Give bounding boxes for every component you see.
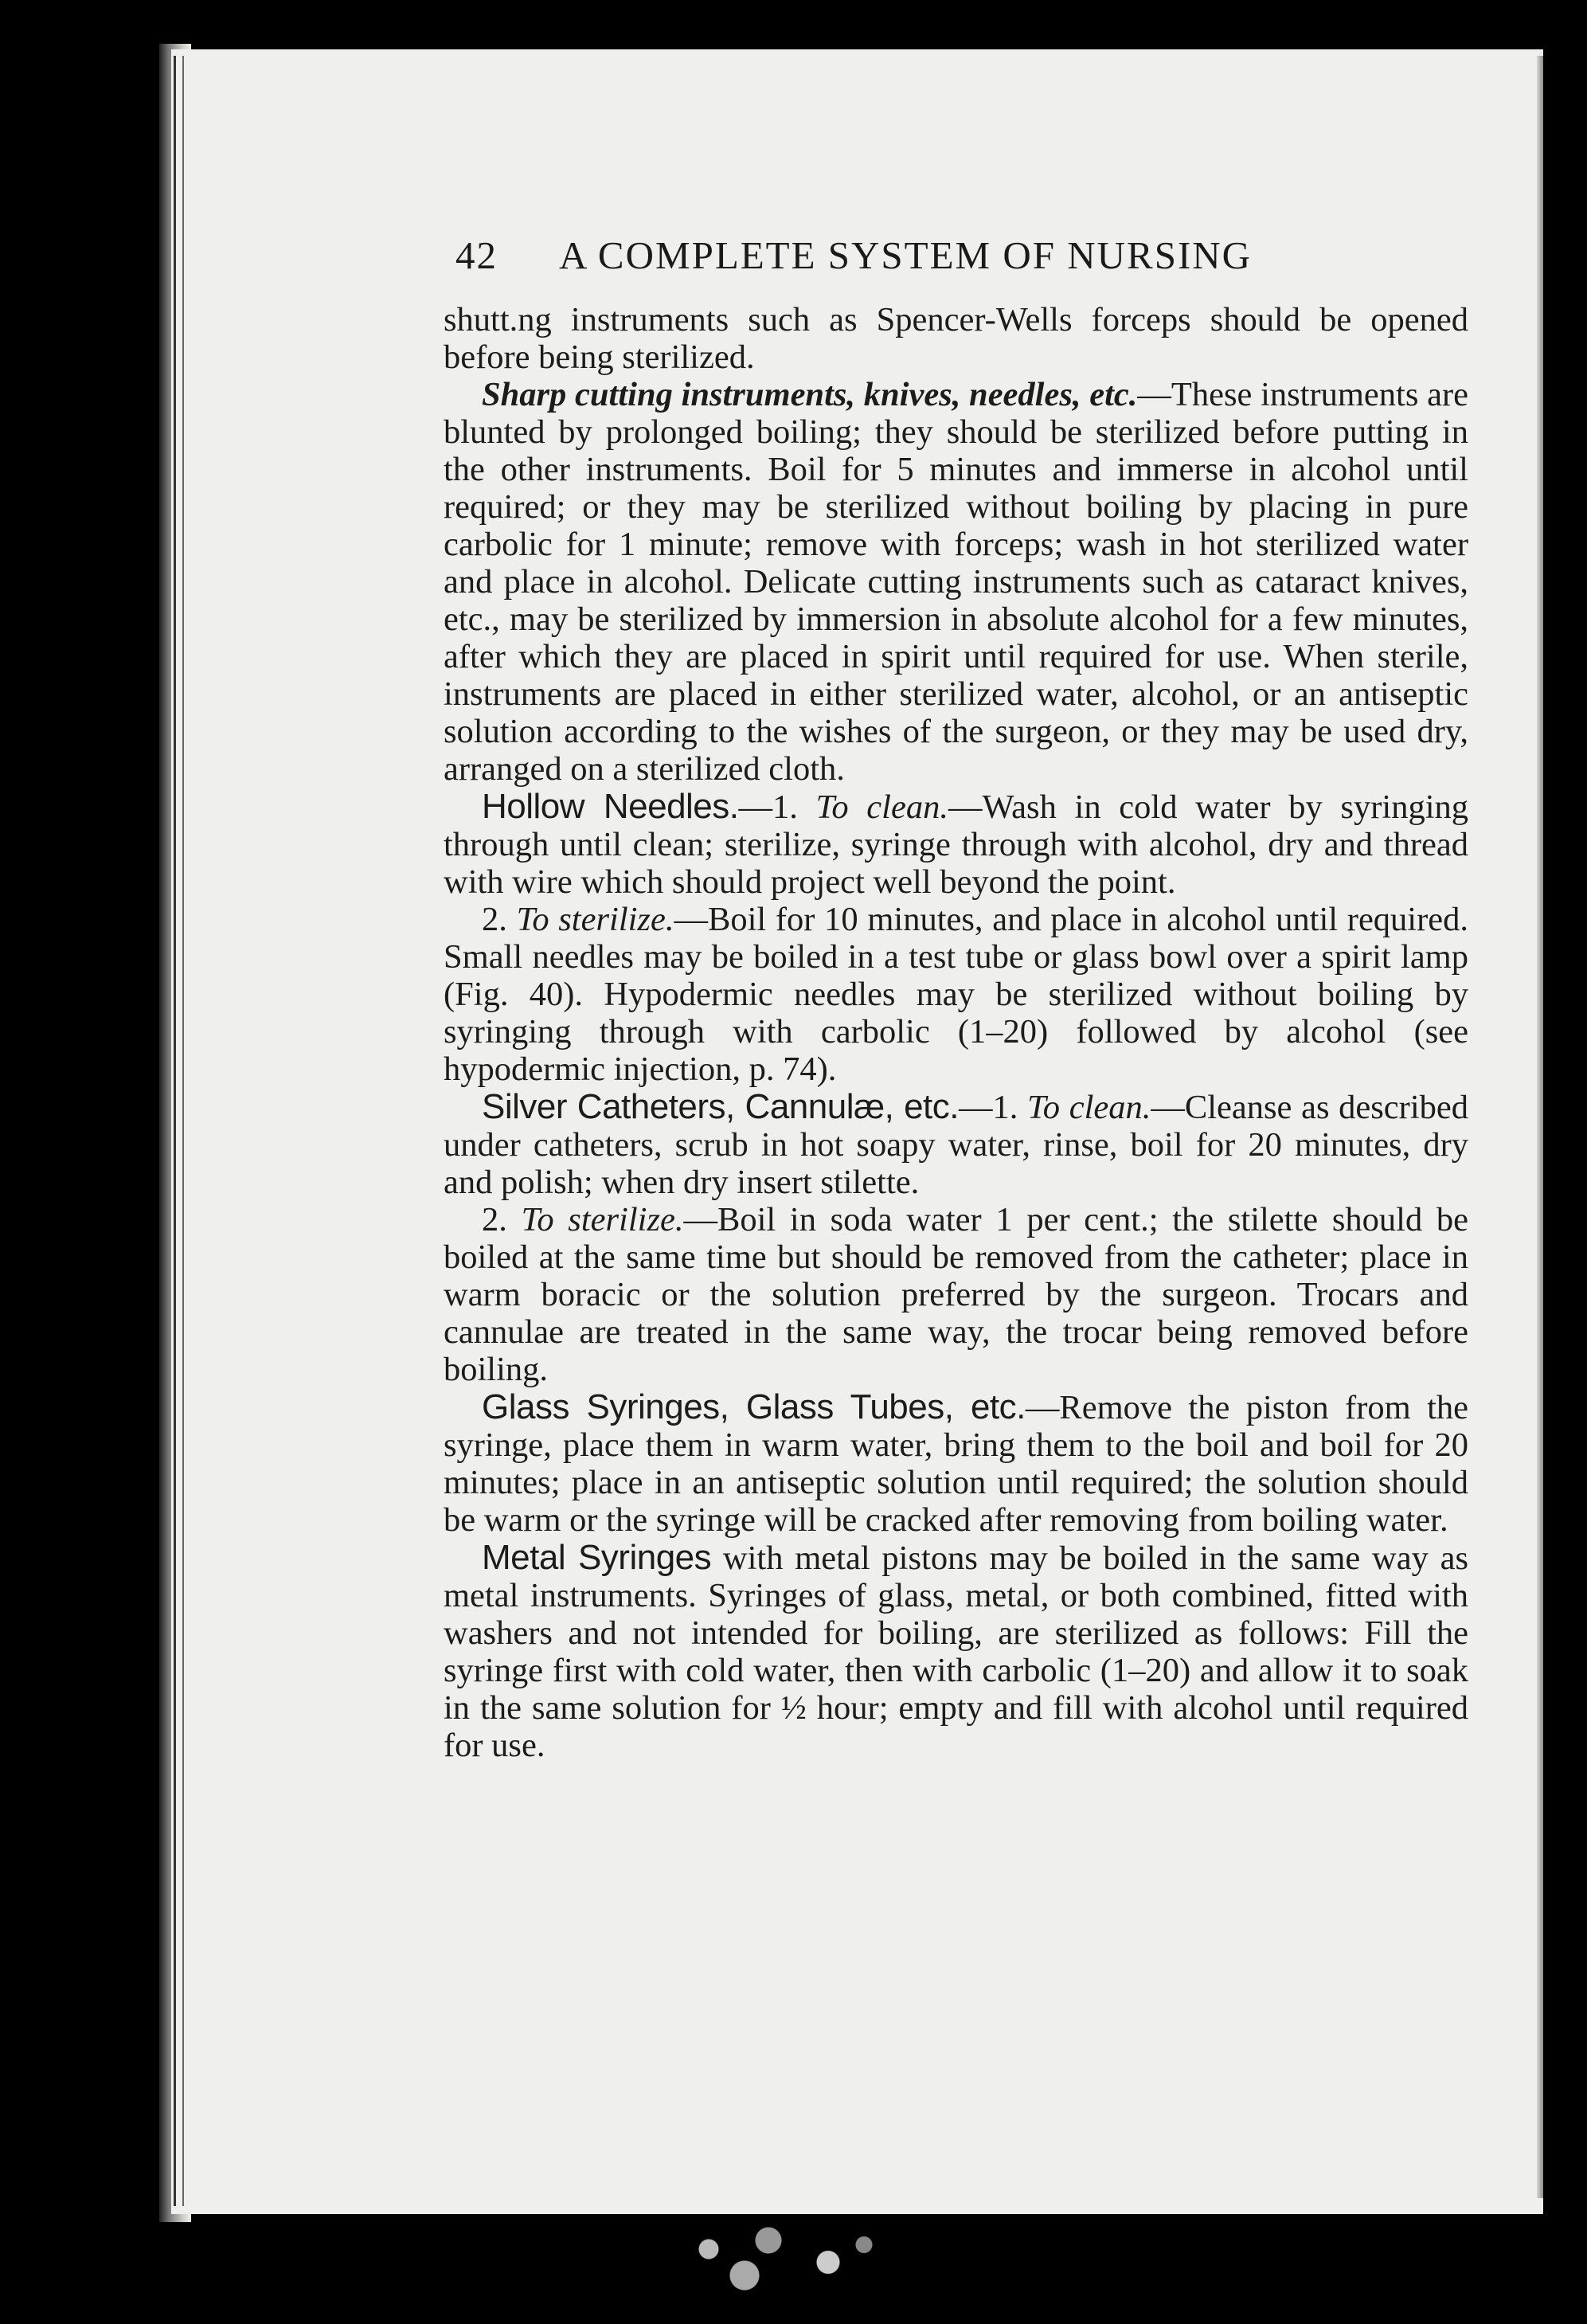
running-title: A COMPLETE SYSTEM OF NURSING [559,233,1253,277]
torn-paper-scrap [661,2214,900,2302]
paragraph-catheters-sterilize: 2. To sterilize.—Boil in soda water 1 per cent.; the stilette should be boiled at the same time but should be removed from the catheter; place in warm boracic or the solution preferred by the surgeon. Trocars and cannulae are treated in the same way, the trocar being removed before boiling. [444,1201,1469,1388]
paragraph-sharp-instruments: Sharp cutting instruments, knives, needles, etc.—These instruments are blunted by prolonged boiling; they should be sterilized before putting in the other instruments. Boil for 5 minutes and immerse in alcohol until required; or they may be sterilized without boiling by placing in pure carbolic for 1 minute; remove with forceps; wash in hot sterilized water and place in alcohol. Delicate cutting instruments such as cataract knives, etc., may be sterilized by immersion in absolute alcohol for a few minutes, after which they are placed in spirit until required for use. When sterile, instruments are placed in either sterilized water, alcohol, or an antiseptic solution according to the wishes of the surgeon, or they may be used dry, arranged on a sterilized cloth. [444,376,1468,788]
section-heading: Metal Syringes [482,1538,712,1577]
paragraph-hollow-needles: Hollow Needles.—1. To clean.—Wash in cold water by syringing through until clean; sterilize, syringe through with alcohol, dry and thread with wire which should project well beyond the point. [444,787,1468,901]
paragraph-metal-syringes: Metal Syringes with metal pistons may be boiled in the same way as metal instruments. Syringes of glass, metal, or both combined, fitted with washers and not intended for boiling, are sterilized as follows: Fill the syringe first with cold water, then with carbolic (1–20) and allow it to soak in the same solution for ½ hour; empty and fill with alcohol until required for use. [444,1538,1468,1764]
running-head [455,233,1339,278]
section-heading: Glass Syringes, Glass Tubes, etc. [482,1387,1026,1426]
section-heading: Hollow Needles. [482,787,739,826]
right-background [1543,49,1587,2214]
sub-heading: To sterilize. [521,1201,684,1238]
paragraph-needles-sterilize: 2. To sterilize.—Boil for 10 minutes, and place in alcohol until required. Small needles may be boiled in a test tube or glass bowl over a spirit lamp (Fig. 40). Hypodermic needles may be sterilized without boiling by syringing through with carbolic (1–20) followed by alcohol (see hypodermic injection, p. 74). [444,901,1469,1088]
sub-heading: To clean. [1027,1089,1151,1126]
page-number: 42 [455,233,498,277]
sub-heading: To clean. [815,788,948,826]
body-text [444,301,1468,1764]
section-heading: Silver Catheters, Cannulæ, etc. [482,1087,960,1126]
paragraph-continuation: shutt.ng instruments such as Spencer-Wells forceps should be opened before being sterilized. [444,301,1468,376]
sub-heading: To sterilize. [516,901,674,938]
paragraph-glass-syringes: Glass Syringes, Glass Tubes, etc.—Remove the piston from the syringe, place them in warm water, bring them to the boil and boil for 20 minutes; place in an antiseptic solution until required; the solution should be warm or the syringe will be cracked after removing from boiling water. [444,1387,1468,1539]
section-heading: Sharp cutting instruments, knives, needles, etc. [482,376,1138,413]
paragraph-silver-catheters: Silver Catheters, Cannulæ, etc.—1. To clean.—Cleanse as described under catheters, scrub in hot soapy water, rinse, boil for 20 minutes, dry and polish; when dry insert stilette. [444,1087,1468,1201]
page-edge-lines [174,56,184,2206]
